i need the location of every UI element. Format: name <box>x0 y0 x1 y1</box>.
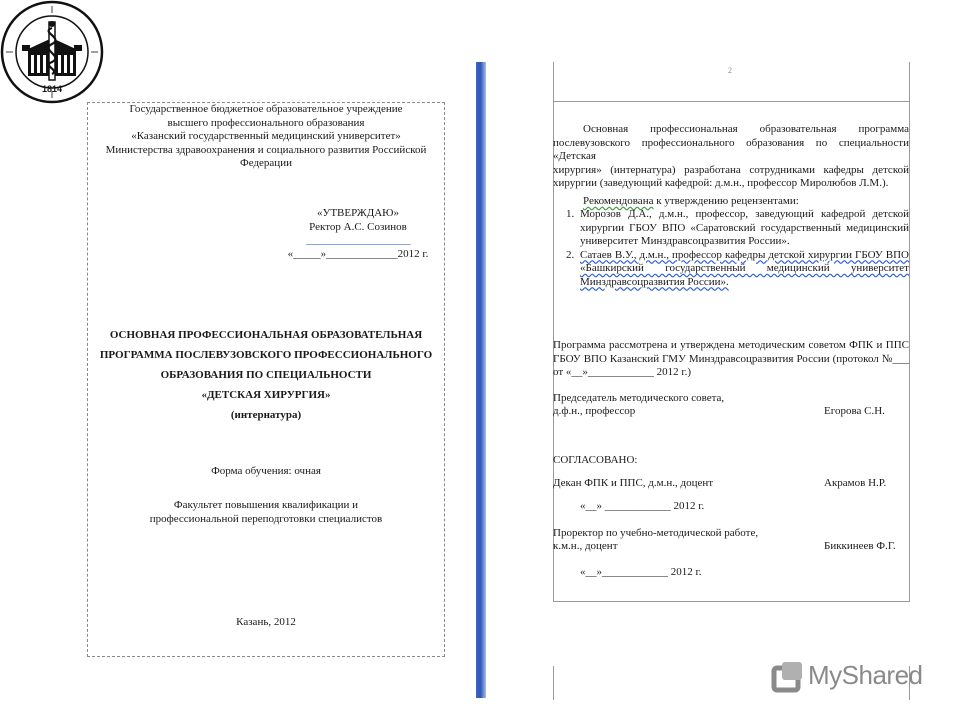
city-year: Казань, 2012 <box>236 616 296 628</box>
reviewer-list <box>553 208 909 289</box>
approve-title: «УТВЕРЖДАЮ» <box>317 207 399 219</box>
watermark-text: MyShared <box>808 660 923 690</box>
faculty-block <box>88 499 444 526</box>
recommended-line <box>583 195 909 209</box>
council-line: ГБОУ ВПО Казанский ГМУ Минздравсоцразвития России (протокол №___ <box>553 352 909 365</box>
reviewer-item <box>553 249 909 290</box>
title-page <box>87 102 445 657</box>
reviewer-number: 1. <box>566 208 575 220</box>
intro-line: хирургия» (интернатура) разработана сотрудниками кафедры детской <box>553 163 909 176</box>
council-line: от «__»____________ 2012 г.) <box>553 366 692 378</box>
myshared-watermark <box>768 656 928 696</box>
program-title-line: «ДЕТСКАЯ ХИРУРГИЯ» <box>201 389 331 401</box>
header-rule <box>553 101 909 102</box>
study-form: Форма обучения: очная <box>211 465 321 477</box>
org-line: высшего профессионального образования <box>167 116 365 129</box>
approval-block <box>278 207 438 261</box>
approve-date-line: «_____»_____________2012 г. <box>287 247 429 260</box>
program-title-line: ОСНОВНАЯ ПРОФЕССИОНАЛЬНАЯ ОБРАЗОВАТЕЛЬНАЯ <box>109 329 423 341</box>
org-line: Государственное бюджетное образовательное учреждение <box>129 103 403 115</box>
dean-name: Акрамов Н.Р. <box>824 477 887 489</box>
right-page-margin-right <box>909 62 910 602</box>
intro-line: послевузовского профессионального образования по специальности «Детская <box>553 136 909 162</box>
reviewer-number: 2. <box>566 248 575 261</box>
signature-line: _______________________ <box>306 234 410 246</box>
intro-line: Основная профессиональная образовательная программа <box>583 123 909 135</box>
reviewer-item <box>553 208 909 249</box>
chair-title: Председатель методического совета, <box>553 392 725 404</box>
reviewer-line: Морозов Д.А., д.м.н., профессор, заведующий кафедрой детской <box>580 208 909 220</box>
page-divider <box>476 62 486 698</box>
prorector-degree: к.м.н., доцент <box>553 540 618 552</box>
org-line: Федерации <box>240 157 292 169</box>
program-title-line: ПРОГРАММА ПОСЛЕВУЗОВСКОГО ПРОФЕССИОНАЛЬНОГО <box>99 349 433 361</box>
program-title-line: ОБРАЗОВАНИЯ ПО СПЕЦИАЛЬНОСТИ <box>160 369 372 381</box>
reviewer-line: Минздравсоцразвития России». <box>580 275 729 288</box>
reviewer-line: Сатаев В.У., д.м.н., профессор кафедры детской хирургии ГБОУ ВПО <box>580 248 909 261</box>
reviewer-line: хирургии ГБОУ ВПО «Саратовский государственный медицинский <box>580 221 909 234</box>
chair-name: Егорова С.Н. <box>824 405 885 417</box>
recommended-rest: к утверждению рецензентами: <box>656 195 799 207</box>
organization-block <box>88 103 444 171</box>
program-title-line: (интернатура) <box>230 409 302 421</box>
intro-line: хирургии (заведующий кафедрой: д.м.н., профессор Миролюбов Л.М.). <box>553 177 889 189</box>
dean-date-line: «__» ____________ 2012 г. <box>580 500 705 512</box>
page-number: 2 <box>728 66 732 75</box>
seal-year: 1814 <box>41 84 63 94</box>
faculty-line: профессиональной переподготовки специалистов <box>149 512 383 525</box>
council-line: Программа рассмотрена и утверждена методическим советом ФПК и ППС <box>553 339 909 351</box>
program-title <box>88 325 444 425</box>
next-page-margin-left <box>553 666 554 700</box>
prorector-title: Проректор по учебно-методической работе, <box>553 527 759 539</box>
reviewer-line: университет Минздравсоцразвития России». <box>580 235 790 247</box>
prorector-name: Биккинеев Ф.Г. <box>824 540 896 552</box>
reviewer-line: «Башкирский государственный медицинский университет <box>580 262 909 274</box>
org-line: Министерства здравоохранения и социального развития Российской <box>105 143 427 156</box>
myshared-logo-icon <box>768 658 808 698</box>
org-line: «Казанский государственный медицинский университет» <box>131 130 401 142</box>
faculty-line: Факультет повышения квалификации и <box>173 499 359 511</box>
agreed-heading: СОГЛАСОВАНО: <box>553 454 638 466</box>
recommended-label: Рекомендована <box>583 195 654 207</box>
university-seal-logo <box>0 0 104 104</box>
intro-paragraph <box>553 123 909 191</box>
chair-degree: д.ф.н., профессор <box>553 405 636 417</box>
footer-rule <box>553 601 909 602</box>
rector-name: Ректор А.С. Созинов <box>309 220 407 233</box>
council-paragraph <box>553 339 909 380</box>
dean-title: Декан ФПК и ППС, д.м.н., доцент <box>553 477 714 489</box>
prorector-date-line: «__»____________ 2012 г. <box>580 566 702 578</box>
